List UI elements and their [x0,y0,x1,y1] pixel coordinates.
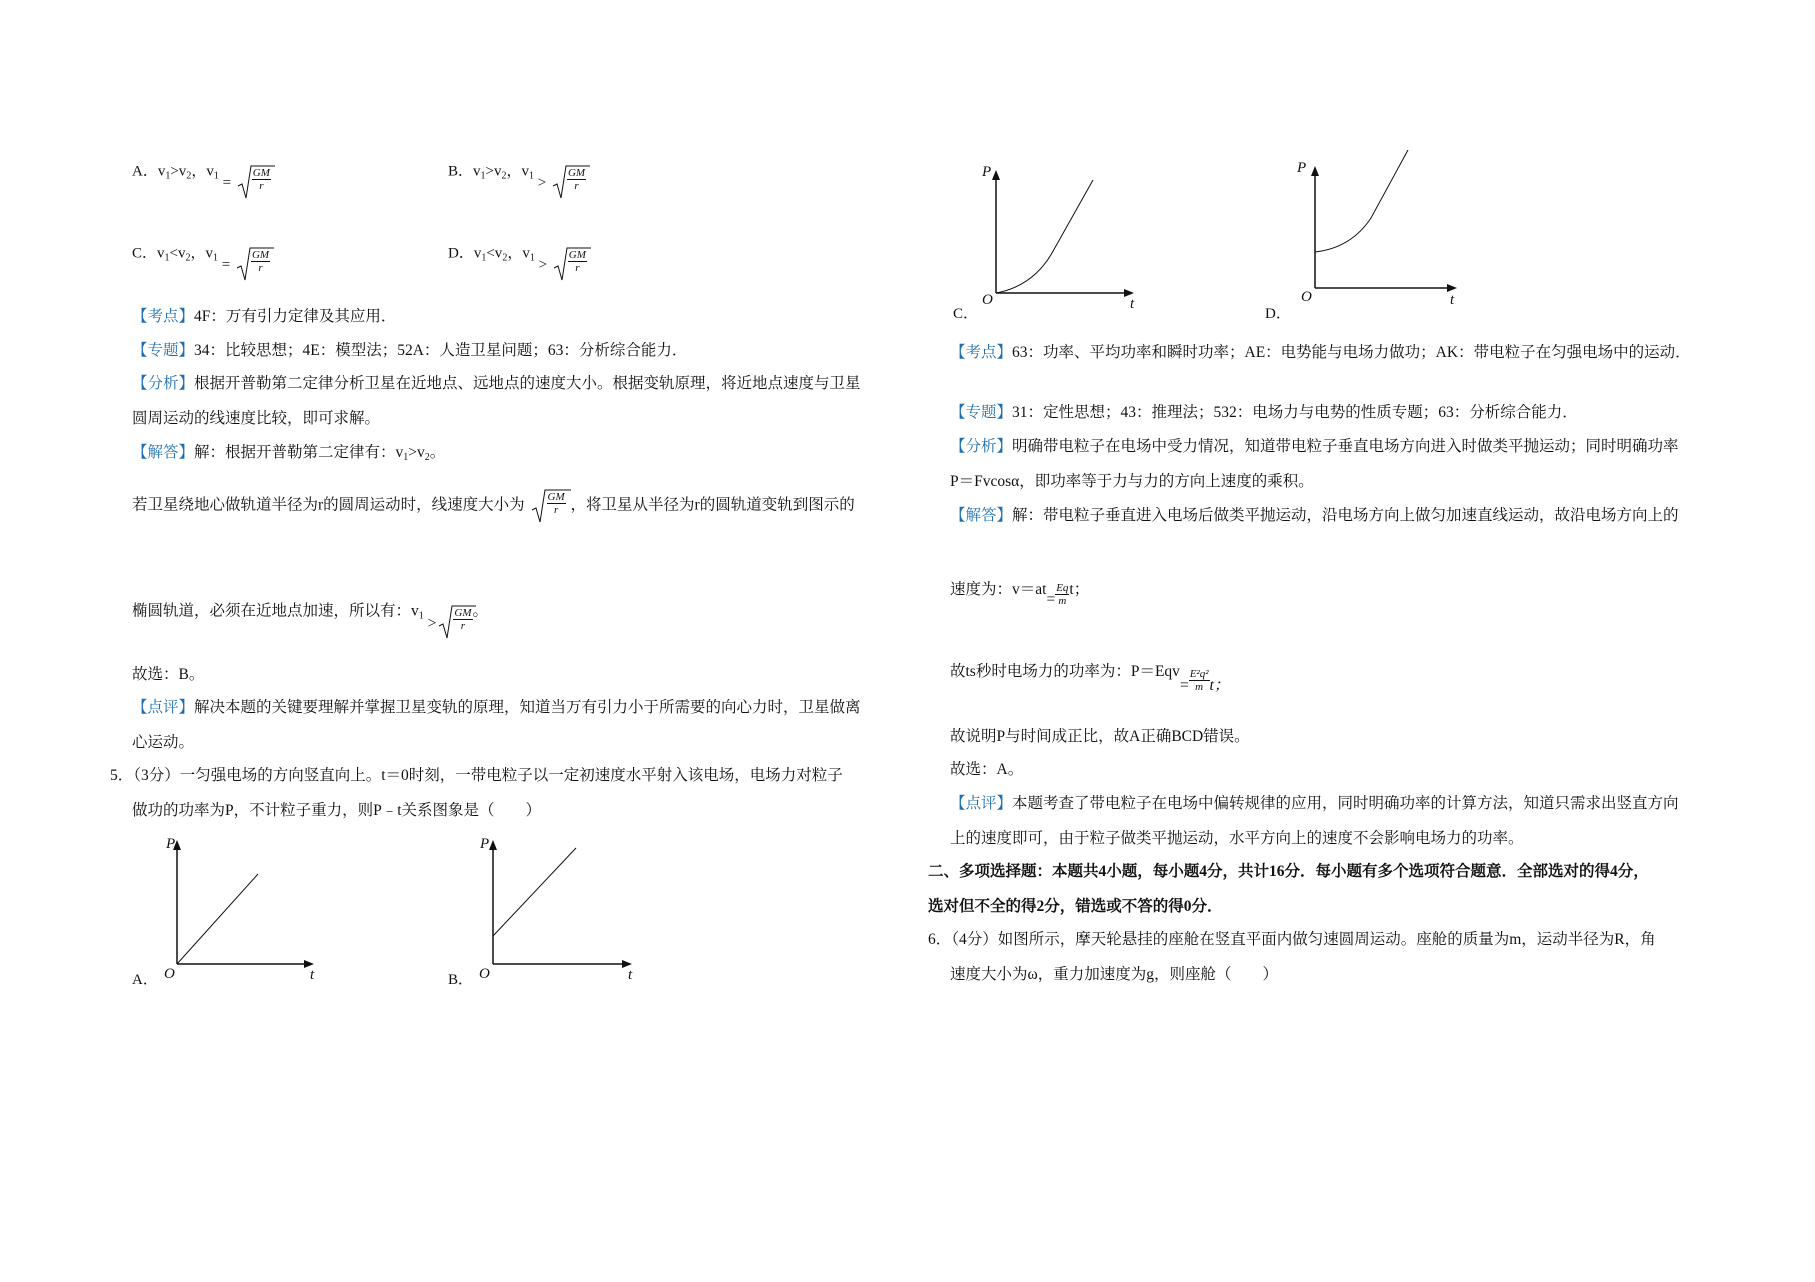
orbit-line: 若卫星绕地心做轨道半径为r的圆周运动时，线速度大小为 $\frac{GM}{r}$ ，将卫星从半径为r的圆轨道变轨到图示的 [132,488,855,524]
sqrt-gm-over-r: $\frac{GM}{r}$ [237,164,271,192]
graph-d-label: D． [1265,306,1291,322]
dianping-line-2: 心运动。 [132,734,195,751]
graph-a-axis-t: t [310,967,315,983]
graph-d-x-arrow [1447,284,1457,292]
graph-c-curve [996,180,1093,293]
graph-c-axis-t: t [1130,296,1135,308]
graph-b-y-arrow [489,840,497,850]
option-d: D．$v_1<v_2$，$v_1$ > $\frac{GM}{r}$ [448,240,587,268]
dianping-line: 【点评】解决本题的关键要理解并掌握卫星变轨的原理，知道当万有引力小于所需要的向心力时，卫星做离 [132,699,861,716]
graph-c [978,158,1148,308]
graph-d-origin: O [1301,289,1312,305]
graph-c-label: C． [953,306,979,322]
graph-a-origin: O [164,966,175,982]
question-5-line-2: 做功的功率为P，不计粒子重力，则P﹣t关系图象是（ ） [132,802,542,819]
graph-b [476,834,646,984]
r-answer-line: 故选：A。 [950,761,1024,778]
r-dianping-line-2: 上的速度即可，由于粒子做类平抛运动，水平方向上的速度不会影响电场力的功率。 [950,830,1524,847]
sqrt-gm-over-r: $\frac{GM}{r}$ [236,246,270,274]
graph-c-origin: O [982,292,993,308]
graph-b-axis-t: t [628,967,633,983]
speed-line: 速度为：v＝at= $\frac{Eq}{m}$ t； [950,581,1090,609]
graph-c-axis-p: P [982,164,992,180]
r-zhuanti-line: 【专题】31：定性思想；43：推理法；532：电场力与电势的性质专题；63：分析综合能力． [950,404,1578,421]
answer-line: 故选：B。 [132,666,205,683]
r-dianping-line: 【点评】本题考查了带电粒子在电场中偏转规律的应用，同时明确功率的计算方法，知道只需求出竖直方向 [950,795,1679,812]
r-fenxi-line-2: P＝Fvcosα，即功率等于力与力的方向上速度的乘积。 [950,473,1314,490]
kaodian-line: 【考点】4F：万有引力定律及其应用． [132,308,397,325]
r-fenxi-line: 【分析】明确带电粒子在电场中受力情况，知道带电粒子垂直电场方向进入时做类平抛运动；同时明确功率 [950,438,1679,455]
sqrt-gm-over-r: $\frac{GM}{r}$ [438,604,472,632]
graph-c-y-arrow [992,170,1000,180]
question-6-line-1: 6．（4分）如图所示，摩天轮悬挂的座舱在竖直平面内做匀速圆周运动。座舱的质量为m，运动半径为R，角 [928,931,1656,948]
sqrt-gm-over-r: $\frac{GM}{r}$ [552,164,586,192]
section-2-heading: 二、多项选择题：本题共4小题，每小题4分，共计16分．每小题有多个选项符合题意．全部选对的得4分， [928,863,1649,880]
graph-d-axis-t: t [1450,292,1455,308]
graph-d-y-arrow [1311,166,1319,176]
graph-b-label: B． [448,972,474,988]
option-a: A．$v_1>v_2$，$v_1$ = $\frac{GM}{r}$ [132,158,271,186]
option-b: B．$v_1>v_2$，$v_1$ > $\frac{GM}{r}$ [448,158,586,186]
graph-b-origin: O [479,966,490,982]
graph-a-label: A． [132,972,158,988]
option-c: C．$v_1<v_2$，$v_1$ = $\frac{GM}{r}$ [132,240,270,268]
fenxi-line-2: 圆周运动的线速度比较，即可求解。 [132,410,381,427]
graph-d-curve [1315,150,1408,252]
sqrt-gm-over-r: $\frac{GM}{r}$ [553,246,587,274]
graph-d [1293,148,1473,308]
fenxi-line: 【分析】根据开普勒第二定律分析卫星在近地点、远地点的速度大小。根据变轨原理，将近地点速度与卫星 [132,375,861,392]
r-jieda-line: 【解答】解：带电粒子垂直进入电场后做类平抛运动，沿电场方向上做匀加速直线运动，故沿电场方向上的 [950,507,1679,524]
zhuanti-line: 【专题】34：比较思想；4E：模型法；52A：人造卫星问题；63：分析综合能力． [132,342,688,359]
power-line: 故ts秒时电场力的功率为：P＝Eqv= $\frac{\text{E²q²}}{m}$ t； [950,663,1230,695]
sqrt-gm-over-r: $\frac{GM}{r}$ [531,502,571,538]
graph-b-curve [493,848,576,936]
graph-a-axis-p: P [166,836,176,852]
section-2-heading-2: 选对但不全的得2分，错选或不答的得0分． [928,898,1223,915]
graph-a [160,834,320,984]
question-5-line-1: 5．（3分）一匀强电场的方向竖直向上。t＝0时刻，一带电粒子以一定初速度水平射入该电场，电场力对粒子 [110,767,843,784]
r-kaodian-line: 【考点】63：功率、平均功率和瞬时功率；AE：电势能与电场力做功；AK：带电粒子在匀强电场中的运动． [950,344,1691,361]
conclusion-line: 故说明P与时间成正比，故A正确BCD错误。 [950,728,1250,745]
ellipse-line: 椭圆轨道，必须在近地点加速，所以有：$v_1$ > $\frac{GM}{r}$ 。 [132,598,488,627]
question-6-line-2: 速度大小为ω，重力加速度为g，则座舱（ ） [950,966,1278,983]
graph-b-axis-p: P [480,836,490,852]
graph-d-axis-p: P [1297,160,1307,176]
graph-a-curve [177,874,258,964]
jieda-line: 【解答】解：根据开普勒第二定律有：$v_1>v_2$。 [132,444,446,463]
